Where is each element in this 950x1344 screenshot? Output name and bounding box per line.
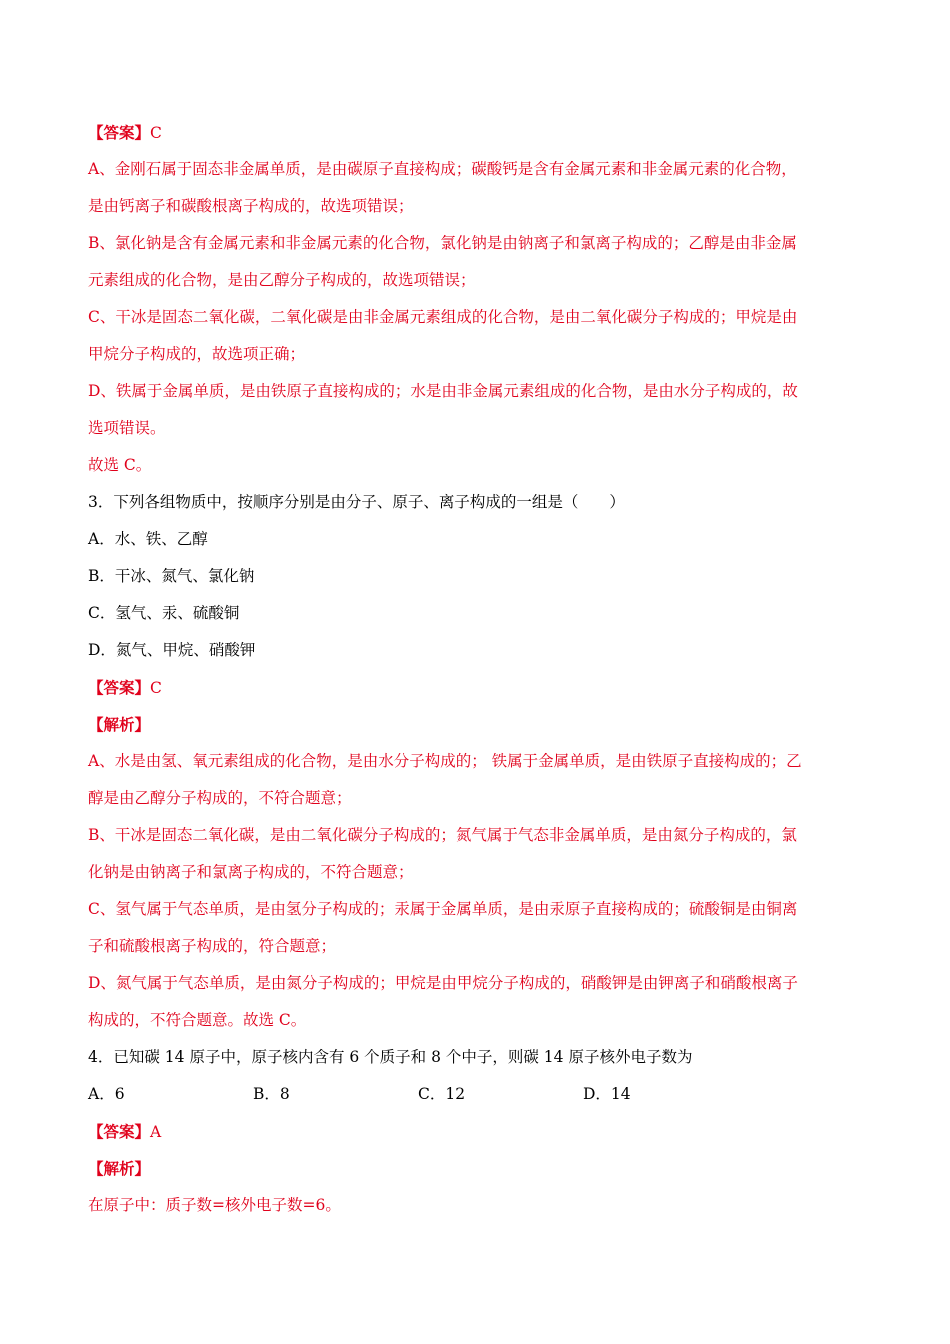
q4-analysis-line: 在原子中：质子数=核外电子数=6。 bbox=[88, 1196, 341, 1214]
q2-explanation-line: 选项错误。 bbox=[88, 419, 166, 437]
q2-explanation-line: C、干冰是固态二氧化碳，二氧化碳是由非金属元素组成的化合物，是由二氧化碳分子构成的；甲烷是由 bbox=[88, 308, 798, 326]
q4-options bbox=[88, 1076, 868, 1113]
q3-analysis-line: B、干冰是固态二氧化碳，是由二氧化碳分子构成的；氮气属于气态非金属单质，是由氮分子构成的，氯 bbox=[88, 826, 797, 844]
q4-answer-line bbox=[88, 1113, 868, 1150]
q3-analysis-line: C、氢气属于气态单质，是由氢分子构成的；汞属于金属单质，是由汞原子直接构成的；硫酸铜是由铜离 bbox=[88, 900, 798, 918]
q3-answer-line bbox=[88, 669, 868, 706]
q3-answer-label: 【答案】 bbox=[88, 678, 151, 697]
q3-option-a: A．水、铁、乙醇 bbox=[88, 530, 208, 548]
q4-answer-label: 【答案】 bbox=[88, 1122, 151, 1141]
q2-answer-line bbox=[88, 114, 868, 151]
q2-explanation-line: A、金刚石属于固态非金属单质，是由碳原子直接构成；碳酸钙是含有金属元素和非金属元素的化合物， bbox=[88, 160, 797, 178]
q3-analysis-line: 构成的，不符合题意。故选 C。 bbox=[88, 1011, 307, 1029]
q3-analysis-line: 醇是由乙醇分子构成的，不符合题意； bbox=[88, 789, 352, 807]
q4-option-d: D．14 bbox=[583, 1085, 631, 1103]
q3-option-d: D．氮气、甲烷、硝酸钾 bbox=[88, 641, 256, 659]
q2-explanation-line: D、铁属于金属单质，是由铁原子直接构成的；水是由非金属元素组成的化合物，是由水分子构成的，故 bbox=[88, 382, 798, 400]
q4-option-b: B．8 bbox=[253, 1085, 290, 1103]
q2-explanation-line: 是由钙离子和碳酸根离子构成的，故选项错误； bbox=[88, 197, 414, 215]
document-page bbox=[88, 114, 868, 1224]
q3-answer-value: C bbox=[150, 679, 162, 697]
q2-answer-label: 【答案】 bbox=[88, 123, 151, 142]
q3-analysis-label: 【解析】 bbox=[88, 715, 151, 734]
q3-option-c: C．氢气、汞、硫酸铜 bbox=[88, 604, 240, 622]
q4-option-a: A．6 bbox=[88, 1085, 125, 1103]
q3-analysis-line: A、水是由氢、氧元素组成的化合物，是由水分子构成的； 铁属于金属单质，是由铁原子直接构成的；乙 bbox=[88, 752, 802, 770]
q2-explanation-line: 元素组成的化合物，是由乙醇分子构成的，故选项错误； bbox=[88, 271, 476, 289]
q2-explanation-line: 甲烷分子构成的，故选项正确； bbox=[88, 345, 306, 363]
q3-analysis-line: 子和硫酸根离子构成的，符合题意； bbox=[88, 937, 337, 955]
q3-question: 3．下列各组物质中，按顺序分别是由分子、原子、离子构成的一组是（ ） bbox=[88, 493, 625, 511]
q2-answer-value: C bbox=[150, 124, 162, 142]
q2-conclusion: 故选 C。 bbox=[88, 456, 152, 474]
q4-answer-value: A bbox=[150, 1123, 162, 1141]
q4-analysis-label: 【解析】 bbox=[88, 1159, 151, 1178]
q4-question: 4．已知碳 14 原子中，原子核内含有 6 个质子和 8 个中子，则碳 14 原子核外电子数为 bbox=[88, 1048, 693, 1066]
q3-analysis-line: D、氮气属于气态单质，是由氮分子构成的；甲烷是由甲烷分子构成的，硝酸钾是由钾离子和硝酸根离子 bbox=[88, 974, 798, 992]
q3-analysis-line: 化钠是由钠离子和氯离子构成的，不符合题意； bbox=[88, 863, 414, 881]
q3-option-b: B．干冰、氮气、氯化钠 bbox=[88, 567, 255, 585]
q4-option-c: C．12 bbox=[418, 1085, 466, 1103]
q2-explanation-line: B、氯化钠是含有金属元素和非金属元素的化合物，氯化钠是由钠离子和氯离子构成的；乙醇是由非金属 bbox=[88, 234, 797, 252]
